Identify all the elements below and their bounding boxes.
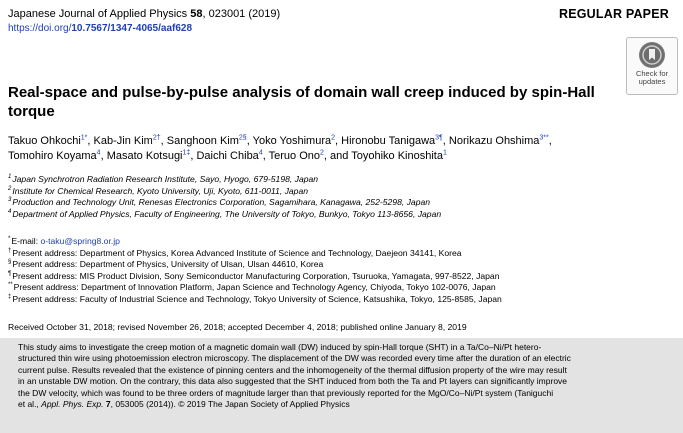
email-link[interactable]: o-taku@spring8.or.jp — [40, 236, 120, 246]
email-note: *E-mail: o-taku@spring8.or.jp — [8, 236, 120, 246]
abstract-line: current pulse. Results revealed that the existence of pinning centers and the inhomogeneity of the thermal diffusion property of the wire may result — [18, 364, 567, 375]
paper-title — [8, 83, 608, 121]
title-line: torque — [8, 103, 55, 120]
author: Tomohiro Koyama$^4$, — [8, 149, 107, 162]
badge-label-2: updates — [638, 77, 666, 86]
abstract-text — [18, 342, 668, 410]
journal-volume: 58 — [190, 8, 203, 20]
author: Sanghoon Kim$^{2\S}$, — [166, 134, 253, 147]
author-list — [8, 134, 673, 164]
abstract-line: et al., Appl. Phys. Exp. 7, 053005 (2014)). © 2019 The Japan Society of Applied Physics — [18, 399, 350, 410]
doi-id: 10.7567/1347-4065/aaf628 — [71, 23, 193, 34]
paper-type-label: REGULAR PAPER — [558, 7, 669, 21]
affiliation: $^3$Production and Technology Unit, Renesas Electronics Corporation, Sagamihara, Kanagawa, 252-5298, Japan — [8, 197, 431, 207]
doi-prefix: https://doi.org/ — [8, 23, 72, 34]
title-line: Real-space and pulse-by-pulse analysis of domain wall creep induced by spin-Hall — [8, 84, 595, 101]
affiliation: $^4$Department of Applied Physics, Faculty of Engineering, The University of Tokyo, Bunkyo, Tokyo 113-8656, Japan — [8, 208, 442, 219]
present-address-note: †Present address: Department of Physics, Korea Advanced Institute of Science and Technology, Daejeon 34141, Korea — [8, 247, 462, 258]
author: Toyohiko Kinoshita$^1$ — [351, 149, 447, 162]
present-address-note: ¶Present address: MIS Product Division, Sony Semiconductor Manufacturing Corporation, Tsuruoka, Yamagata, 997-8522, Japan — [8, 270, 500, 281]
check-for-updates-badge[interactable] — [626, 37, 678, 95]
article-number: , 023001 (2019) — [202, 8, 281, 20]
author: Yoko Yoshimura$^2$, — [252, 134, 342, 147]
author: Teruo Ono$^2$, and — [268, 149, 352, 162]
affiliation: $^2$Institute for Chemical Research, Kyoto University, Uji, Kyoto, 611-0011, Japan — [8, 185, 309, 196]
journal-name: Japanese Journal of Applied Physics — [8, 8, 188, 20]
cited-journal: Appl. Phys. Exp. — [41, 399, 104, 410]
abstract-line: structured thin wire using photoemission electron microscopy. The displacement of the DW was recorded every time after the duration of an electric — [18, 353, 571, 364]
author: Hironobu Tanigawa$^{3\P}$, — [341, 134, 449, 147]
author: Takuo Ohkochi$^{1*}$, — [8, 134, 94, 147]
abstract-line: the DW velocity, which was found to be three orders of magnitude larger than that previously reported for the MgO/Co–Ni/Pt system (Taniguchi — [18, 387, 554, 398]
present-address-note: §Present address: Department of Physics, University of Ulsan, Ulsan 44610, Korea — [8, 259, 324, 269]
doi-link[interactable] — [8, 23, 192, 34]
abstract-line: in an unstable DW motion. On the contrary, this data also suggested that the SHT induced from both the Ta and Pt layers can significantly improve — [18, 376, 568, 387]
affiliation: $^1$Japan Synchrotron Radiation Research Institute, Sayo, Hyogo, 679-5198, Japan — [8, 174, 319, 184]
author: Masato Kotsugi$^{1\ddagger}$, — [106, 149, 197, 162]
abstract-line: This study aims to investigate the creep motion of a magnetic domain wall (DW) induced by spin-Hall torque (SHT) in a Ta/Co–Ni/Pt hetero- — [18, 342, 542, 352]
journal-citation — [8, 8, 280, 20]
badge-label-1: Check for — [635, 69, 669, 78]
author: Norikazu Ohshima$^{3**}$, — [448, 134, 552, 147]
author: Kab-Jin Kim$^{2\dagger}$, — [93, 134, 167, 147]
affiliations — [8, 174, 441, 220]
author-notes — [8, 236, 502, 305]
publication-history: Received October 31, 2018; revised November 26, 2018; accepted December 4, 2018; published online January 8, 2019 — [8, 322, 467, 332]
cited-volume: 7 — [103, 399, 111, 410]
present-address-note: ‡Present address: Faculty of Industrial Science and Technology, Tokyo University of Science, Katsushika, Tokyo, 125-8585, Japan — [8, 293, 502, 304]
present-address-note: **Present address: Department of Innovation Platform, Japan Science and Technology Agency, Chiyoda, Tokyo 102-0076, Japan — [8, 282, 496, 292]
bookmark-icon — [639, 42, 665, 68]
author: Daichi Chiba$^4$, — [196, 149, 269, 162]
abstract-box — [0, 338, 683, 433]
